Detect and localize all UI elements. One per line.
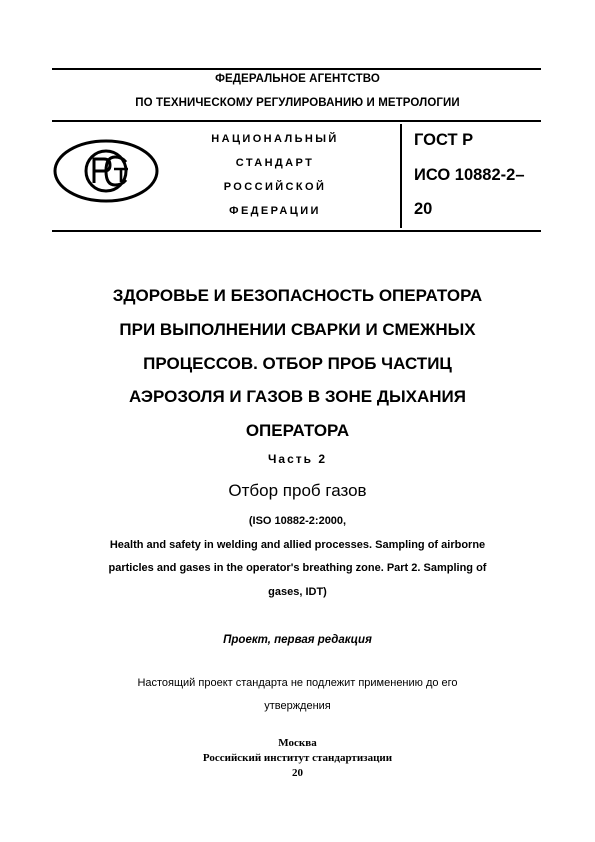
draft-note-line-1: Настоящий проект стандарта не подлежит применению до его bbox=[137, 677, 458, 689]
footer-year: 20 bbox=[292, 767, 303, 779]
agency-line-2: ПО ТЕХНИЧЕСКОМУ РЕГУЛИРОВАНИЮ И МЕТРОЛОГИИ bbox=[135, 97, 460, 109]
part-label: Часть 2 bbox=[267, 452, 328, 466]
title-line-3: ПРОЦЕССОВ. ОТБОР ПРОБ ЧАСТИЦ bbox=[143, 354, 452, 373]
national-line-3: РОССИЙСКОЙ bbox=[223, 181, 327, 193]
rst-certification-logo-icon bbox=[52, 138, 160, 204]
draft-edition: Проект, первая редакция bbox=[223, 634, 372, 646]
english-line-2: Health and safety in welding and allied processes. Sampling of airborne bbox=[109, 539, 486, 551]
national-line-1: НАЦИОНАЛЬНЫЙ bbox=[211, 133, 339, 145]
gost-divider bbox=[400, 124, 402, 228]
gost-year: 20 bbox=[414, 200, 433, 218]
english-line-4: gases, IDT) bbox=[268, 586, 327, 598]
header-bottom-rule bbox=[52, 230, 541, 232]
english-line-1: (ISO 10882-2:2000, bbox=[248, 515, 347, 527]
footer-institute: Российский институт стандартизации bbox=[202, 752, 393, 764]
national-line-2: СТАНДАРТ bbox=[235, 157, 315, 169]
top-rule bbox=[52, 68, 541, 70]
subtitle: Отбор проб газов bbox=[228, 481, 367, 500]
title-line-4: АЭРОЗОЛЯ И ГАЗОВ В ЗОНЕ ДЫХАНИЯ bbox=[129, 387, 466, 406]
footer-city: Москва bbox=[278, 737, 317, 749]
national-line-4: ФЕДЕРАЦИИ bbox=[229, 205, 321, 217]
draft-note-line-2: утверждения bbox=[264, 700, 331, 712]
title-line-2: ПРИ ВЫПОЛНЕНИИ СВАРКИ И СМЕЖНЫХ bbox=[119, 320, 476, 339]
english-line-3: particles and gases in the operator's breathing zone. Part 2. Sampling of bbox=[108, 562, 487, 574]
gost-label: ГОСТ Р bbox=[414, 131, 474, 149]
title-line-1: ЗДОРОВЬЕ И БЕЗОПАСНОСТЬ ОПЕРАТОРА bbox=[112, 286, 483, 305]
title-line-5: ОПЕРАТОРА bbox=[245, 421, 350, 440]
gost-number: ИСО 10882-2– bbox=[414, 166, 525, 184]
agency-rule bbox=[52, 120, 541, 122]
agency-line-1: ФЕДЕРАЛЬНОЕ АГЕНТСТВО bbox=[215, 73, 380, 85]
